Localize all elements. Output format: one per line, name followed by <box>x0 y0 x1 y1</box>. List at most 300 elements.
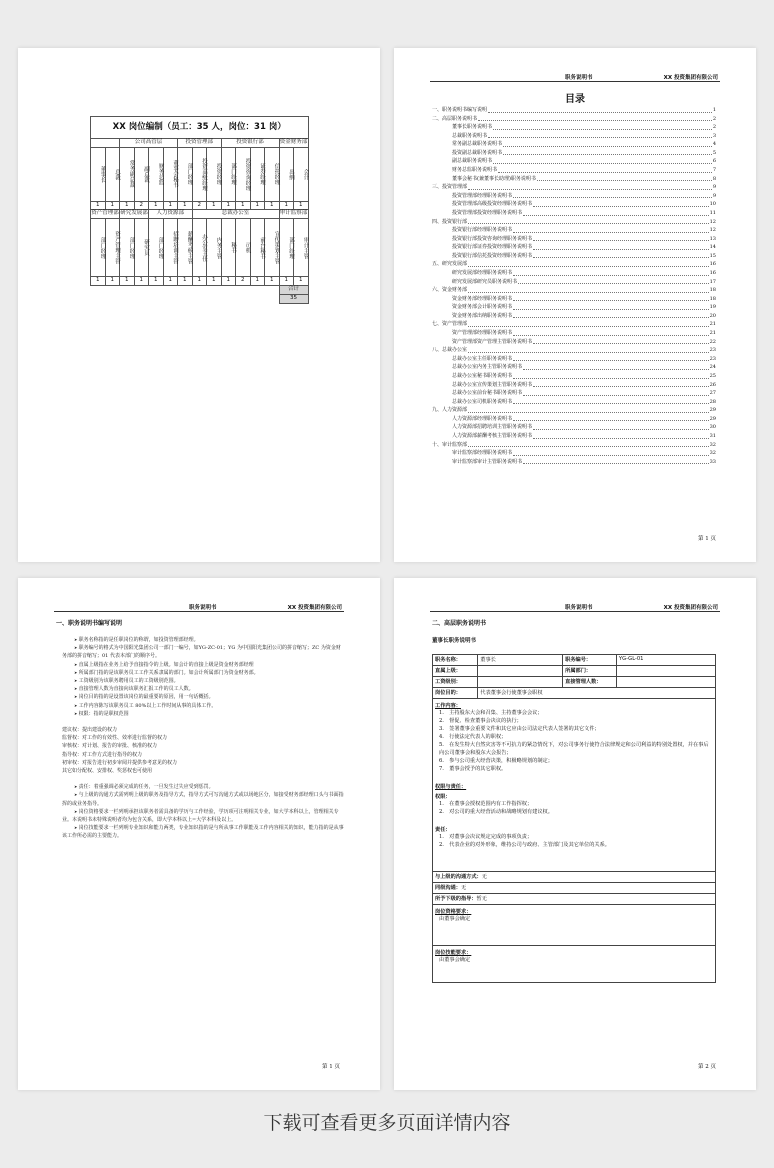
toc-entry-title: 总裁办公室主任职务说明书 <box>452 355 513 362</box>
toc-entry[interactable] <box>432 312 716 321</box>
toc-title: 目录 <box>565 94 585 105</box>
toc-leader-dots <box>468 266 709 267</box>
section-title: 二、高层职务说明书 <box>432 620 487 627</box>
toc-entry[interactable] <box>432 269 716 278</box>
toc-leader-dots <box>468 223 709 224</box>
group-label: 总裁办公室 <box>192 210 279 219</box>
toc-entry[interactable] <box>432 303 716 312</box>
toc-entry[interactable] <box>432 209 716 218</box>
toc-entry[interactable] <box>432 320 716 329</box>
toc-entry-page: 23 <box>709 355 716 362</box>
toc-entry[interactable] <box>432 338 716 347</box>
toc-entry-page: 7 <box>712 167 716 174</box>
toc-entry-page: 28 <box>709 398 716 405</box>
group-label: 资金财务部 <box>279 138 308 147</box>
toc-entry-title: 研究发展部研究员职务说明书 <box>452 278 518 285</box>
toc-entry[interactable] <box>432 329 716 338</box>
count-cell: 1 <box>149 277 164 286</box>
rights-label: 权限与责任： <box>435 784 467 790</box>
total-row <box>91 285 309 294</box>
count-cell: 1 <box>207 277 222 286</box>
bullet-item: ➤ 工资级别为该职务聘用员工的工资级别范围。 <box>62 677 344 685</box>
toc-entry[interactable] <box>432 295 716 304</box>
toc-leader-dots <box>478 120 712 121</box>
comm-down-label: 所予下级的指导： <box>435 896 477 902</box>
work-item: 3. 签署董事会重要文件和其它应由公司法定代表人签署的其它文件； <box>439 726 600 732</box>
group-label: 公司高管层 <box>120 138 178 147</box>
work-item: 5. 在发生特大自然灾害等不可抗力的紧急情况下，对公司事务行使符合法律规定和公司利益的特别处置权，并在事后向公司董事会和股东大会报告； <box>439 742 709 756</box>
toc-leader-dots <box>518 283 709 284</box>
toc-entry-title: 资产管理部资产管理主管职务说明书 <box>452 338 533 345</box>
count-cell: 1 <box>221 201 236 210</box>
comm-peer-value: 无 <box>460 885 467 891</box>
count-cell: 1 <box>250 277 265 286</box>
toc-entry[interactable] <box>432 389 716 398</box>
toc-entry[interactable] <box>432 140 716 149</box>
count-cell: 1 <box>294 201 309 210</box>
toc-entry-title: 总裁办公室宣传策划主管职务说明书 <box>452 381 533 388</box>
bullet-item: ➤ 职务名称指的是任职岗位的称谓，如投资管理部经理。 <box>62 636 344 644</box>
count-cell: 1 <box>221 277 236 286</box>
toc-entry-title: 常务副总裁职务说明书 <box>452 141 503 148</box>
toc-leader-dots <box>468 326 709 327</box>
count-cell: 1 <box>279 277 294 286</box>
toc-entry-title: 董事会秘书(兼董事长助理)职务说明书 <box>452 175 536 182</box>
group-label: 人力资源部 <box>149 210 193 219</box>
toc-entry[interactable] <box>432 166 716 175</box>
toc-entry-title: 三、投资管理部 <box>432 184 468 191</box>
qualification-label: 岗位资格要求： <box>435 909 472 915</box>
position-cell: 财务总监 <box>149 147 164 201</box>
toc-leader-dots <box>533 240 709 241</box>
header-left: 职务说明书 <box>565 75 593 81</box>
toc-entry[interactable] <box>432 132 716 141</box>
count-cell: 1 <box>105 277 120 286</box>
toc-entry[interactable] <box>432 423 716 432</box>
toc-entry-page: 2 <box>712 115 716 122</box>
authority-item: 1. 在董事会授权范围内有工作指挥权； <box>439 801 533 807</box>
toc-entry-title: 总裁办公室内务主管职务说明书 <box>452 364 523 371</box>
header-left: 职务说明书 <box>189 605 217 611</box>
work-item: 6. 参与公司重大经营决策，积极略规划的制定； <box>439 758 553 764</box>
position-cell: 投资经理 <box>207 147 222 201</box>
toc-leader-dots <box>513 360 709 361</box>
toc-leader-dots <box>503 146 712 147</box>
download-more-caption: 下载可查看更多页面详情内容 <box>263 1112 511 1134</box>
count-cell: 1 <box>134 277 149 286</box>
skill-value: 由董事会确定 <box>439 957 471 963</box>
toc-entry-page: 13 <box>709 235 716 242</box>
row2-count-row <box>91 277 309 286</box>
toc-entry-title: 投资管理部投资经理职务说明书 <box>452 209 523 216</box>
header-right: XX 投资集团有限公司 <box>287 605 342 611</box>
toc-entry[interactable] <box>432 175 716 184</box>
toc-entry-page: 9 <box>712 184 716 191</box>
job-table <box>432 654 716 983</box>
duty-item: 2. 代表企业的对外形象，维持公司与政府、主管部门及其它单位的关系。 <box>439 842 610 848</box>
toc-entry[interactable] <box>432 252 716 261</box>
toc-leader-dots <box>523 463 709 464</box>
toc-leader-dots <box>533 206 709 207</box>
count-cell: 1 <box>265 201 280 210</box>
code-value: YG-GL-01 <box>616 655 715 666</box>
group-label: 研究发展部 <box>120 210 149 219</box>
toc-entry-page: 14 <box>709 244 716 251</box>
toc-entry[interactable] <box>432 286 716 295</box>
toc-entry[interactable] <box>432 372 716 381</box>
toc-entry-page: 12 <box>709 227 716 234</box>
toc-leader-dots <box>523 215 709 216</box>
bullet-item: ➤ 所属部门指的是该职务员工工作关系隶属的部门。如会计所属部门为资金财务部。 <box>62 669 344 677</box>
toc-leader-dots <box>513 317 709 318</box>
toc-entry[interactable] <box>432 406 716 415</box>
toc-entry-page: 29 <box>709 415 716 422</box>
bullet-item: ➤ 岗位技能要求一栏列明专业知识和能力两类，专业知识指的是与所从事工作职能及工作内容相关的知识，能力指的是从事该工作所必需的主要能力。 <box>62 824 344 840</box>
toc-leader-dots <box>533 257 709 258</box>
position-cell: 审计主管 <box>294 219 309 277</box>
toc-entry-page: 32 <box>709 450 716 457</box>
code-label: 职务编号： <box>563 655 617 666</box>
toc-entry-page: 18 <box>709 287 716 294</box>
toc-list <box>432 106 716 466</box>
toc-entry-page: 22 <box>709 338 716 345</box>
toc-entry[interactable] <box>432 200 716 209</box>
toc-leader-dots <box>513 378 709 379</box>
position-cell: 部门经理 <box>178 147 193 201</box>
toc-entry-title: 人力资源部经理职务说明书 <box>452 415 513 422</box>
toc-entry-title: 总裁办公室秘书职务说明书 <box>452 372 513 379</box>
toc-leader-dots <box>513 300 709 301</box>
group-label: 投资银行部 <box>221 138 279 147</box>
position-cell: 出纳 <box>279 147 294 201</box>
count-cell: 1 <box>178 277 193 286</box>
toc-entry-title: 二、高层职务说明书 <box>432 115 478 122</box>
toc-entry-title: 研究发展部经理职务说明书 <box>452 269 513 276</box>
toc-entry[interactable] <box>432 106 716 115</box>
toc-leader-dots <box>513 275 709 276</box>
power-item: 监督权：对工作的有效性、效率进行监督的权力 <box>62 735 168 742</box>
toc-entry[interactable] <box>432 123 716 132</box>
position-cell: 内务主管 <box>207 219 222 277</box>
count-cell: 1 <box>279 201 294 210</box>
count-cell: 1 <box>178 201 193 210</box>
toc-entry-title: 投资副总裁职务说明书 <box>452 149 503 156</box>
count-cell: 2 <box>134 201 149 210</box>
bullet-item: ➤ 职务编号的格式为中国阳光集团公司一部门一编号，如YG-ZC-01；YG 为中国阳光集团公司的拼音缩写；ZC 为资金财务部的拼音缩写；01 代表本部门的顺序号。 <box>62 644 344 660</box>
total-label: 合计 <box>279 285 308 294</box>
count-cell: 1 <box>250 201 265 210</box>
count-cell: 1 <box>192 277 207 286</box>
position-cell: 秘书 <box>221 219 236 277</box>
toc-entry-page: 1 <box>712 107 716 113</box>
comm-down-value: 暂无 <box>476 896 487 902</box>
position-cell: 董事会秘书 <box>163 147 178 201</box>
bullet-item: ➤ 直接管理人数为直接向该职务汇报工作的员工人数。 <box>62 685 344 693</box>
toc-entry-page: 9 <box>712 192 716 199</box>
toc-entry[interactable] <box>432 235 716 244</box>
page-number: 第 2 页 <box>698 1064 716 1070</box>
count-cell: 1 <box>236 201 251 210</box>
toc-entry-title: 总裁办公室司机职务说明书 <box>452 398 513 405</box>
header-left: 职务说明书 <box>565 605 593 611</box>
power-item: 初审权：对报告进行初步审阅并提供参考意见的权力 <box>62 759 178 766</box>
count-cell: 1 <box>294 277 309 286</box>
toc-entry[interactable] <box>432 346 716 355</box>
purpose-value: 代表董事会行使董事会职权 <box>478 688 716 699</box>
duty-label: 责任： <box>435 827 451 833</box>
toc-entry-title: 七、资产管理部 <box>432 321 468 328</box>
toc-entry-title: 总裁职务说明书 <box>452 132 488 139</box>
row1-group-row <box>91 138 309 147</box>
toc-entry-title: 人力资源部薪酬考核主管职务说明书 <box>452 432 533 439</box>
page-header <box>430 72 720 82</box>
toc-leader-dots <box>513 232 709 233</box>
toc-entry[interactable] <box>432 115 716 124</box>
group-label: 资产管理部 <box>91 210 120 219</box>
row1-count-row <box>91 201 309 210</box>
toc-entry[interactable] <box>432 157 716 166</box>
toc-entry[interactable] <box>432 278 716 287</box>
bullet-item: ➤ 岗位目的指的是设置该岗位的最重要的原因，用一句话概括。 <box>62 693 344 701</box>
comm-peer-label: 同级沟通： <box>435 885 461 891</box>
count-cell: 1 <box>163 201 178 210</box>
page-header <box>54 602 344 612</box>
toc-entry-page: 27 <box>709 390 716 397</box>
toc-leader-dots <box>523 369 709 370</box>
toc-entry-title: 资产管理部经理职务说明书 <box>452 330 513 337</box>
comm-up-value: 无 <box>481 874 487 880</box>
count-cell: 1 <box>120 201 135 210</box>
position-cell: 信托经理 <box>265 147 280 201</box>
toc-entry-title: 总裁办公室前台秘书职务说明书 <box>452 390 523 397</box>
toc-entry-page: 16 <box>709 269 716 276</box>
toc-entry[interactable] <box>432 432 716 441</box>
count-cell: 1 <box>91 277 106 286</box>
toc-entry-title: 五、研究发展部 <box>432 261 468 268</box>
toc-entry-page: 2 <box>712 124 716 131</box>
dept-label: 所属部门： <box>563 666 617 677</box>
toc-entry-page: 29 <box>709 407 716 414</box>
toc-entry[interactable] <box>432 226 716 235</box>
toc-entry-title: 投资银行部证券投资经理职务说明书 <box>452 244 533 251</box>
toc-entry[interactable] <box>432 183 716 192</box>
toc-entry-title: 六、资金财务部 <box>432 287 468 294</box>
work-content-label: 工作内容： <box>435 703 461 709</box>
position-cell: 董事长 <box>91 147 106 201</box>
toc-entry-page: 16 <box>709 261 716 268</box>
work-item: 7. 董事会授予的其它职权。 <box>439 766 507 772</box>
toc-entry[interactable] <box>432 149 716 158</box>
count-cell: 1 <box>163 277 178 286</box>
org-chart-page <box>18 48 380 562</box>
count-cell: 1 <box>207 201 222 210</box>
toc-entry-page: 21 <box>709 321 716 328</box>
toc-leader-dots <box>537 180 712 181</box>
toc-entry[interactable] <box>432 192 716 201</box>
toc-entry-title: 人力资源部招聘培训主管职务说明书 <box>452 424 533 431</box>
toc-page <box>394 48 756 562</box>
org-chart-title: XX 岗位编制（员工：35 人，岗位：31 岗） <box>91 117 309 139</box>
toc-leader-dots <box>533 429 709 430</box>
duty-item: 1. 对董事会决议规定完成的事项负责； <box>439 834 533 840</box>
toc-entry[interactable] <box>432 441 716 450</box>
toc-leader-dots <box>533 438 709 439</box>
toc-entry-title: 审计监察部审计主管职务说明书 <box>452 458 523 465</box>
position-cell: 常务副总裁 <box>120 147 135 201</box>
count-cell: 1 <box>120 277 135 286</box>
toc-entry-title: 九、人力资源部 <box>432 407 468 414</box>
toc-entry-page: 33 <box>709 458 716 465</box>
position-cell: 研究员 <box>134 219 149 277</box>
name-value: 董事长 <box>478 655 563 666</box>
toc-leader-dots <box>503 154 712 155</box>
header-right: XX 投资集团有限公司 <box>663 75 718 81</box>
position-cell: 司机 <box>236 219 251 277</box>
qualification-value: 由董事会确定 <box>439 916 471 922</box>
position-cell: 部门经理 <box>221 147 236 201</box>
group-label: 投资管理部 <box>178 138 222 147</box>
total-value: 35 <box>279 294 308 303</box>
toc-leader-dots <box>493 163 712 164</box>
position-cell: 证券经理 <box>250 147 265 201</box>
toc-entry-page: 20 <box>709 312 716 319</box>
section-title: 一、职务说明书编写说明 <box>56 620 123 627</box>
count-cell: 2 <box>236 277 251 286</box>
toc-leader-dots <box>533 386 709 387</box>
toc-leader-dots <box>513 420 709 421</box>
toc-entry-page: 15 <box>709 252 716 259</box>
toc-entry[interactable] <box>432 415 716 424</box>
toc-entry-title: 投资银行部投资咨询经理职务说明书 <box>452 235 533 242</box>
name-label: 职务名称： <box>433 655 478 666</box>
position-cell: 会计 <box>294 147 309 201</box>
page-number: 第 1 页 <box>698 536 716 542</box>
toc-entry-page: 21 <box>709 330 716 337</box>
bullet-item: ➤ 直属上级指在业务上给予直接指令的上级。如会计的直接上级是资金财务部经理 <box>62 661 344 669</box>
toc-entry-page: 25 <box>709 372 716 379</box>
toc-entry[interactable] <box>432 458 716 467</box>
position-cell: 薪酬考核主管 <box>178 219 193 277</box>
toc-entry[interactable] <box>432 355 716 364</box>
count-cell: 1 <box>149 201 164 210</box>
toc-leader-dots <box>468 352 709 353</box>
power-item: 建议权：提出建设的权力 <box>62 727 118 734</box>
toc-entry-page: 10 <box>709 201 716 208</box>
toc-entry-title: 资金财务部会计职务说明书 <box>452 304 513 311</box>
toc-entry-title: 资金财务部出纳职务说明书 <box>452 312 513 319</box>
org-chart-table <box>90 116 309 304</box>
power-item: 审核权：对计划、报告的审批、核准的权力 <box>62 743 158 750</box>
count-cell: 1 <box>105 201 120 210</box>
toc-entry[interactable] <box>432 449 716 458</box>
toc-entry-page: 17 <box>709 278 716 285</box>
toc-entry-title: 投资银行部经理职务说明书 <box>452 227 513 234</box>
position-cell: 副总裁 <box>134 147 149 201</box>
toc-entry-page: 24 <box>709 364 716 371</box>
toc-entry[interactable] <box>432 381 716 390</box>
toc-leader-dots <box>513 197 712 198</box>
toc-entry-page: 3 <box>712 132 716 139</box>
comm-up-label: 与上级的沟通方式： <box>435 874 482 880</box>
work-item: 4. 行使法定代表人的职权； <box>439 734 507 740</box>
purpose-label: 岗位目的： <box>433 688 478 699</box>
position-cell: 招聘培训主管 <box>163 219 178 277</box>
toc-entry-title: 董事长职务说明书 <box>452 124 493 131</box>
toc-entry[interactable] <box>432 218 716 227</box>
row2-position-row <box>91 219 309 277</box>
page-number: 第 1 页 <box>322 1064 340 1070</box>
toc-entry[interactable] <box>432 243 716 252</box>
toc-leader-dots <box>513 309 709 310</box>
toc-entry-page: 23 <box>709 347 716 354</box>
toc-entry-title: 副总裁职务说明书 <box>452 158 493 165</box>
toc-entry-title: 投资管理部经理职务说明书 <box>452 192 513 199</box>
toc-leader-dots <box>533 249 709 250</box>
power-item: 其它如分配权、安排权、奖惩权也可使用 <box>62 768 153 775</box>
toc-entry[interactable] <box>432 398 716 407</box>
toc-leader-dots <box>513 403 709 404</box>
toc-leader-dots <box>468 446 709 447</box>
authority-item: 2. 对公司的重大经营活动和战略规划有建议权。 <box>439 809 553 815</box>
skill-label: 岗位技能要求： <box>435 950 472 956</box>
position-cell: 部门经理 <box>120 219 135 277</box>
toc-entry-page: 5 <box>712 149 716 156</box>
position-cell: 投资高级经理 <box>192 147 207 201</box>
guide-page <box>18 578 380 1090</box>
toc-entry[interactable] <box>432 363 716 372</box>
toc-entry-page: 4 <box>712 141 716 148</box>
toc-entry-title: 投资管理部高级投资经理职务说明书 <box>452 201 533 208</box>
toc-leader-dots <box>468 412 709 413</box>
toc-entry-title: 八、总裁办公室 <box>432 347 468 354</box>
toc-leader-dots <box>513 335 709 336</box>
job-subtitle: 董事长职务说明书 <box>432 638 477 644</box>
job-description-page <box>394 578 756 1090</box>
toc-entry-page: 19 <box>709 304 716 311</box>
toc-leader-dots <box>513 455 709 456</box>
toc-entry-title: 四、投资银行部 <box>432 218 468 225</box>
toc-entry-page: 30 <box>709 424 716 431</box>
position-cell: 部门经理 <box>149 219 164 277</box>
position-cell: 总裁 <box>105 147 120 201</box>
toc-entry-title: 一、职务说明书编写说明 <box>432 107 488 113</box>
bullet-item: ➤ 责任：着重强调必须完成的任务，一旦发生过失应受到惩罚。 <box>62 783 344 791</box>
salary-label: 工资级别： <box>433 677 478 688</box>
bullet-item: ➤ 工作内容陈写该职务员工 80%以上工作时间从事的具体工作。 <box>62 702 344 710</box>
position-cell: 部门经理 <box>279 219 294 277</box>
toc-entry-title: 审计监察部经理职务说明书 <box>452 450 513 457</box>
position-cell: 投资咨询经理 <box>236 147 251 201</box>
bullet-item: ➤ 岗位资格要求一栏列明承担该职务者需具备的学历与工作经验，学历项可注明相关专业，如大学本科以上，管理相关专业。本说明书未特殊说明者均为包含关系，即大学本科以上=大学本科及以上。 <box>62 808 344 824</box>
manage-count-label: 直接管理人数： <box>563 677 617 688</box>
toc-leader-dots <box>468 292 709 293</box>
position-cell: 办公室主任 <box>192 219 207 277</box>
toc-leader-dots <box>533 343 709 344</box>
toc-leader-dots <box>493 129 712 130</box>
superior-label: 直属上级： <box>433 666 478 677</box>
toc-entry-title: 财务总监职务说明书 <box>452 167 498 174</box>
position-cell: 前台秘书 <box>250 219 265 277</box>
toc-entry[interactable] <box>432 260 716 269</box>
position-cell: 宣传策划主管 <box>265 219 280 277</box>
power-item: 指导权：对工作方式进行指导的权力 <box>62 751 143 758</box>
position-cell: 资产管理主管 <box>105 219 120 277</box>
authority-label: 权限： <box>435 794 451 800</box>
header-right: XX 投资集团有限公司 <box>663 605 718 611</box>
toc-entry-page: 32 <box>709 441 716 448</box>
bullet-item: ➤ 与上级的沟通方式需列明上级的职务及指导方式，指导方式可写沟通方式或以场地区分，如接受财务部经理口头与书面指挥的或业务指导。 <box>62 791 344 807</box>
work-item: 1. 主持股东大会和召集、主持董事会会议； <box>439 710 543 716</box>
